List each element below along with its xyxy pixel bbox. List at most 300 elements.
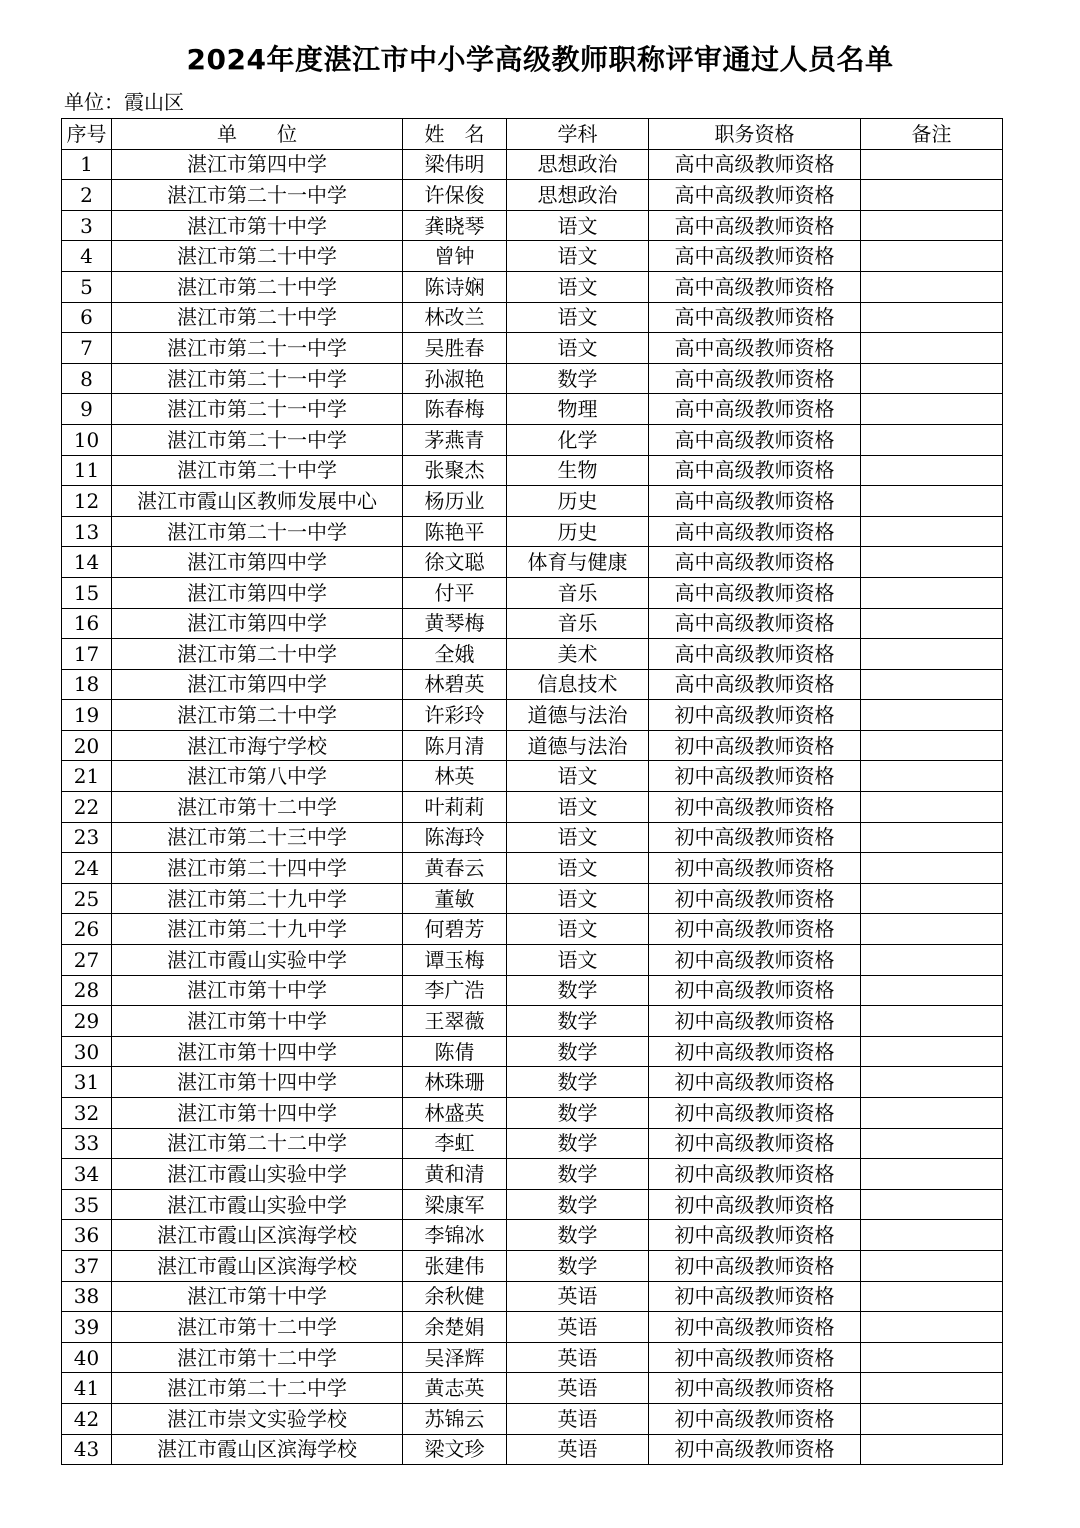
cell-serial: 8 — [62, 363, 112, 394]
cell-serial: 22 — [62, 792, 112, 823]
cell-name: 许保俊 — [403, 180, 507, 211]
cell-subject: 语文 — [507, 210, 649, 241]
cell-subject: 历史 — [507, 486, 649, 517]
cell-subject: 音乐 — [507, 608, 649, 639]
table-row — [62, 1128, 1003, 1159]
table-row — [62, 1403, 1003, 1434]
header-remarks: 备注 — [861, 119, 1003, 150]
cell-unit: 湛江市第二十一中学 — [112, 516, 403, 547]
cell-qualification: 高中高级教师资格 — [649, 241, 861, 272]
cell-remarks — [861, 1159, 1003, 1190]
cell-qualification: 初中高级教师资格 — [649, 1098, 861, 1129]
cell-unit: 湛江市第二十二中学 — [112, 1128, 403, 1159]
table-row — [62, 639, 1003, 670]
cell-unit: 湛江市第二十中学 — [112, 271, 403, 302]
cell-name: 张聚杰 — [403, 455, 507, 486]
cell-serial: 36 — [62, 1220, 112, 1251]
cell-qualification: 初中高级教师资格 — [649, 700, 861, 731]
table-row — [62, 914, 1003, 945]
table-row — [62, 945, 1003, 976]
cell-name: 吴泽辉 — [403, 1342, 507, 1373]
cell-serial: 11 — [62, 455, 112, 486]
cell-serial: 28 — [62, 975, 112, 1006]
cell-name: 叶莉莉 — [403, 792, 507, 823]
cell-name: 林英 — [403, 761, 507, 792]
table-row — [62, 1006, 1003, 1037]
table-row — [62, 241, 1003, 272]
cell-serial: 18 — [62, 669, 112, 700]
cell-unit: 湛江市第四中学 — [112, 608, 403, 639]
cell-qualification: 初中高级教师资格 — [649, 945, 861, 976]
cell-serial: 29 — [62, 1006, 112, 1037]
cell-unit: 湛江市第十二中学 — [112, 1312, 403, 1343]
cell-subject: 语文 — [507, 241, 649, 272]
cell-remarks — [861, 853, 1003, 884]
cell-name: 林珠珊 — [403, 1067, 507, 1098]
cell-serial: 35 — [62, 1189, 112, 1220]
cell-subject: 思想政治 — [507, 149, 649, 180]
cell-subject: 历史 — [507, 516, 649, 547]
cell-name: 黄志英 — [403, 1373, 507, 1404]
cell-remarks — [861, 363, 1003, 394]
cell-subject: 数学 — [507, 1128, 649, 1159]
cell-qualification: 高中高级教师资格 — [649, 608, 861, 639]
cell-unit: 湛江市第二十三中学 — [112, 822, 403, 853]
cell-name: 李虹 — [403, 1128, 507, 1159]
cell-unit: 湛江市霞山区滨海学校 — [112, 1250, 403, 1281]
roster-table — [61, 118, 1003, 1465]
cell-unit: 湛江市第二十九中学 — [112, 914, 403, 945]
cell-serial: 26 — [62, 914, 112, 945]
cell-subject: 数学 — [507, 1250, 649, 1281]
table-row — [62, 1189, 1003, 1220]
cell-unit: 湛江市第二十一中学 — [112, 333, 403, 364]
cell-name: 余秋健 — [403, 1281, 507, 1312]
cell-subject: 语文 — [507, 333, 649, 364]
cell-serial: 33 — [62, 1128, 112, 1159]
cell-subject: 语文 — [507, 761, 649, 792]
cell-serial: 5 — [62, 271, 112, 302]
table-row — [62, 210, 1003, 241]
header-name: 姓 名 — [403, 119, 507, 150]
cell-remarks — [861, 486, 1003, 517]
cell-unit: 湛江市霞山区滨海学校 — [112, 1220, 403, 1251]
cell-name: 黄春云 — [403, 853, 507, 884]
cell-unit: 湛江市第四中学 — [112, 577, 403, 608]
cell-qualification: 初中高级教师资格 — [649, 822, 861, 853]
table-row — [62, 302, 1003, 333]
table-row — [62, 516, 1003, 547]
cell-name: 王翠薇 — [403, 1006, 507, 1037]
cell-unit: 湛江市第四中学 — [112, 547, 403, 578]
table-row — [62, 149, 1003, 180]
cell-name: 许彩玲 — [403, 700, 507, 731]
cell-subject: 英语 — [507, 1281, 649, 1312]
cell-subject: 语文 — [507, 271, 649, 302]
cell-serial: 12 — [62, 486, 112, 517]
cell-unit: 湛江市第十二中学 — [112, 1342, 403, 1373]
cell-qualification: 初中高级教师资格 — [649, 1403, 861, 1434]
document-title: 2024年度湛江市中小学高级教师职称评审通过人员名单 — [186, 43, 894, 76]
cell-name: 谭玉梅 — [403, 945, 507, 976]
cell-qualification: 初中高级教师资格 — [649, 853, 861, 884]
cell-serial: 9 — [62, 394, 112, 425]
cell-unit: 湛江市第二十中学 — [112, 700, 403, 731]
cell-subject: 数学 — [507, 1036, 649, 1067]
cell-unit: 湛江市第十中学 — [112, 1006, 403, 1037]
header-serial: 序号 — [62, 119, 112, 150]
cell-unit: 湛江市第二十一中学 — [112, 180, 403, 211]
cell-qualification: 高中高级教师资格 — [649, 516, 861, 547]
cell-remarks — [861, 455, 1003, 486]
cell-serial: 4 — [62, 241, 112, 272]
cell-subject: 体育与健康 — [507, 547, 649, 578]
cell-qualification: 初中高级教师资格 — [649, 1128, 861, 1159]
cell-serial: 17 — [62, 639, 112, 670]
cell-subject: 数学 — [507, 1189, 649, 1220]
cell-subject: 思想政治 — [507, 180, 649, 211]
cell-remarks — [861, 639, 1003, 670]
cell-qualification: 初中高级教师资格 — [649, 730, 861, 761]
cell-subject: 语文 — [507, 822, 649, 853]
cell-subject: 语文 — [507, 302, 649, 333]
cell-serial: 2 — [62, 180, 112, 211]
cell-remarks — [861, 700, 1003, 731]
cell-qualification: 初中高级教师资格 — [649, 1189, 861, 1220]
cell-name: 黄琴梅 — [403, 608, 507, 639]
table-row — [62, 363, 1003, 394]
cell-name: 陈春梅 — [403, 394, 507, 425]
cell-unit: 湛江市第十中学 — [112, 210, 403, 241]
cell-serial: 30 — [62, 1036, 112, 1067]
cell-name: 陈艳平 — [403, 516, 507, 547]
cell-unit: 湛江市霞山实验中学 — [112, 945, 403, 976]
table-row — [62, 822, 1003, 853]
cell-qualification: 初中高级教师资格 — [649, 792, 861, 823]
cell-name: 董敏 — [403, 883, 507, 914]
table-row — [62, 1250, 1003, 1281]
cell-qualification: 高中高级教师资格 — [649, 271, 861, 302]
cell-name: 余楚娟 — [403, 1312, 507, 1343]
cell-remarks — [861, 180, 1003, 211]
cell-remarks — [861, 761, 1003, 792]
table-row — [62, 761, 1003, 792]
table-body — [62, 149, 1003, 1465]
table-row — [62, 180, 1003, 211]
cell-qualification: 初中高级教师资格 — [649, 1006, 861, 1037]
cell-name: 李锦冰 — [403, 1220, 507, 1251]
cell-subject: 数学 — [507, 975, 649, 1006]
cell-qualification: 初中高级教师资格 — [649, 1159, 861, 1190]
cell-qualification: 高中高级教师资格 — [649, 486, 861, 517]
cell-qualification: 初中高级教师资格 — [649, 1312, 861, 1343]
cell-subject: 美术 — [507, 639, 649, 670]
table-row — [62, 883, 1003, 914]
cell-subject: 语文 — [507, 945, 649, 976]
cell-unit: 湛江市第二十一中学 — [112, 363, 403, 394]
cell-remarks — [861, 241, 1003, 272]
cell-unit: 湛江市第十二中学 — [112, 792, 403, 823]
cell-name: 张建伟 — [403, 1250, 507, 1281]
table-row — [62, 1281, 1003, 1312]
cell-serial: 21 — [62, 761, 112, 792]
cell-subject: 英语 — [507, 1342, 649, 1373]
cell-unit: 湛江市第十中学 — [112, 975, 403, 1006]
cell-serial: 27 — [62, 945, 112, 976]
cell-name: 李广浩 — [403, 975, 507, 1006]
cell-subject: 数学 — [507, 1220, 649, 1251]
cell-unit: 湛江市第二十一中学 — [112, 394, 403, 425]
table-row — [62, 975, 1003, 1006]
cell-unit: 湛江市第十中学 — [112, 1281, 403, 1312]
cell-qualification: 高中高级教师资格 — [649, 210, 861, 241]
table-row — [62, 1220, 1003, 1251]
cell-unit: 湛江市第二十中学 — [112, 455, 403, 486]
cell-remarks — [861, 547, 1003, 578]
cell-unit: 湛江市霞山区教师发展中心 — [112, 486, 403, 517]
table-row — [62, 394, 1003, 425]
cell-name: 龚晓琴 — [403, 210, 507, 241]
cell-name: 陈诗娴 — [403, 271, 507, 302]
cell-subject: 生物 — [507, 455, 649, 486]
table-row — [62, 1036, 1003, 1067]
cell-serial: 20 — [62, 730, 112, 761]
cell-remarks — [861, 333, 1003, 364]
cell-serial: 40 — [62, 1342, 112, 1373]
cell-remarks — [861, 883, 1003, 914]
cell-name: 林盛英 — [403, 1098, 507, 1129]
cell-name: 吴胜春 — [403, 333, 507, 364]
cell-serial: 6 — [62, 302, 112, 333]
cell-unit: 湛江市第八中学 — [112, 761, 403, 792]
cell-remarks — [861, 730, 1003, 761]
cell-remarks — [861, 822, 1003, 853]
cell-qualification: 高中高级教师资格 — [649, 547, 861, 578]
cell-name: 何碧芳 — [403, 914, 507, 945]
cell-subject: 数学 — [507, 1098, 649, 1129]
cell-subject: 语文 — [507, 914, 649, 945]
cell-serial: 24 — [62, 853, 112, 884]
cell-remarks — [861, 1006, 1003, 1037]
cell-remarks — [861, 1250, 1003, 1281]
cell-qualification: 初中高级教师资格 — [649, 1373, 861, 1404]
cell-name: 付平 — [403, 577, 507, 608]
cell-unit: 湛江市霞山实验中学 — [112, 1159, 403, 1190]
cell-qualification: 高中高级教师资格 — [649, 333, 861, 364]
cell-subject: 英语 — [507, 1312, 649, 1343]
cell-serial: 15 — [62, 577, 112, 608]
table-row — [62, 1373, 1003, 1404]
cell-qualification: 初中高级教师资格 — [649, 1281, 861, 1312]
cell-subject: 数学 — [507, 1067, 649, 1098]
cell-subject: 信息技术 — [507, 669, 649, 700]
cell-qualification: 初中高级教师资格 — [649, 975, 861, 1006]
cell-subject: 英语 — [507, 1373, 649, 1404]
table-row — [62, 730, 1003, 761]
cell-name: 梁文珍 — [403, 1434, 507, 1465]
cell-serial: 43 — [62, 1434, 112, 1465]
table-row — [62, 1434, 1003, 1465]
cell-name: 梁康军 — [403, 1189, 507, 1220]
cell-qualification: 高中高级教师资格 — [649, 577, 861, 608]
cell-serial: 37 — [62, 1250, 112, 1281]
table-header-row — [62, 119, 1003, 150]
cell-subject: 数学 — [507, 1159, 649, 1190]
cell-remarks — [861, 1312, 1003, 1343]
cell-unit: 湛江市崇文实验学校 — [112, 1403, 403, 1434]
table-row — [62, 424, 1003, 455]
cell-name: 陈倩 — [403, 1036, 507, 1067]
cell-unit: 湛江市第十四中学 — [112, 1098, 403, 1129]
cell-name: 全娥 — [403, 639, 507, 670]
cell-unit: 湛江市第二十二中学 — [112, 1373, 403, 1404]
cell-remarks — [861, 577, 1003, 608]
cell-serial: 42 — [62, 1403, 112, 1434]
cell-name: 曾钟 — [403, 241, 507, 272]
table-row — [62, 792, 1003, 823]
cell-serial: 19 — [62, 700, 112, 731]
cell-remarks — [861, 394, 1003, 425]
cell-remarks — [861, 1373, 1003, 1404]
cell-serial: 23 — [62, 822, 112, 853]
cell-remarks — [861, 424, 1003, 455]
cell-remarks — [861, 210, 1003, 241]
cell-qualification: 高中高级教师资格 — [649, 149, 861, 180]
cell-unit: 湛江市第二十九中学 — [112, 883, 403, 914]
cell-remarks — [861, 1220, 1003, 1251]
cell-serial: 10 — [62, 424, 112, 455]
cell-subject: 语文 — [507, 853, 649, 884]
cell-remarks — [861, 1281, 1003, 1312]
cell-qualification: 初中高级教师资格 — [649, 883, 861, 914]
cell-qualification: 初中高级教师资格 — [649, 761, 861, 792]
cell-serial: 16 — [62, 608, 112, 639]
cell-qualification: 高中高级教师资格 — [649, 639, 861, 670]
cell-unit: 湛江市第二十中学 — [112, 639, 403, 670]
cell-qualification: 高中高级教师资格 — [649, 302, 861, 333]
cell-remarks — [861, 1036, 1003, 1067]
cell-serial: 14 — [62, 547, 112, 578]
cell-name: 孙淑艳 — [403, 363, 507, 394]
table-row — [62, 577, 1003, 608]
table-row — [62, 608, 1003, 639]
cell-remarks — [861, 1434, 1003, 1465]
table-row — [62, 853, 1003, 884]
cell-unit: 湛江市第二十中学 — [112, 241, 403, 272]
cell-unit: 湛江市第二十中学 — [112, 302, 403, 333]
table-row — [62, 669, 1003, 700]
cell-subject: 物理 — [507, 394, 649, 425]
cell-serial: 7 — [62, 333, 112, 364]
cell-remarks — [861, 1098, 1003, 1129]
cell-qualification: 初中高级教师资格 — [649, 1250, 861, 1281]
cell-serial: 39 — [62, 1312, 112, 1343]
cell-serial: 38 — [62, 1281, 112, 1312]
cell-qualification: 高中高级教师资格 — [649, 669, 861, 700]
table-row — [62, 1098, 1003, 1129]
cell-subject: 英语 — [507, 1403, 649, 1434]
cell-subject: 语文 — [507, 883, 649, 914]
header-unit: 单 位 — [112, 119, 403, 150]
table-row — [62, 547, 1003, 578]
cell-name: 林改兰 — [403, 302, 507, 333]
cell-qualification: 初中高级教师资格 — [649, 1434, 861, 1465]
cell-qualification: 初中高级教师资格 — [649, 1067, 861, 1098]
cell-remarks — [861, 516, 1003, 547]
cell-name: 梁伟明 — [403, 149, 507, 180]
table-row — [62, 333, 1003, 364]
cell-remarks — [861, 914, 1003, 945]
table-row — [62, 1159, 1003, 1190]
cell-qualification: 初中高级教师资格 — [649, 914, 861, 945]
cell-serial: 3 — [62, 210, 112, 241]
table-row — [62, 455, 1003, 486]
cell-subject: 数学 — [507, 363, 649, 394]
cell-qualification: 高中高级教师资格 — [649, 424, 861, 455]
table-row — [62, 271, 1003, 302]
cell-qualification: 高中高级教师资格 — [649, 455, 861, 486]
cell-remarks — [861, 608, 1003, 639]
cell-remarks — [861, 302, 1003, 333]
table-row — [62, 486, 1003, 517]
cell-name: 杨历业 — [403, 486, 507, 517]
cell-remarks — [861, 975, 1003, 1006]
cell-name: 陈月清 — [403, 730, 507, 761]
table-row — [62, 1342, 1003, 1373]
cell-unit: 湛江市霞山区滨海学校 — [112, 1434, 403, 1465]
cell-subject: 道德与法治 — [507, 730, 649, 761]
cell-subject: 数学 — [507, 1006, 649, 1037]
cell-remarks — [861, 1128, 1003, 1159]
cell-qualification: 高中高级教师资格 — [649, 363, 861, 394]
cell-qualification: 高中高级教师资格 — [649, 394, 861, 425]
cell-serial: 34 — [62, 1159, 112, 1190]
cell-remarks — [861, 1067, 1003, 1098]
table-row — [62, 700, 1003, 731]
header-qualification: 职务资格 — [649, 119, 861, 150]
cell-subject: 语文 — [507, 792, 649, 823]
cell-serial: 13 — [62, 516, 112, 547]
cell-name: 茅燕青 — [403, 424, 507, 455]
cell-unit: 湛江市第十四中学 — [112, 1036, 403, 1067]
cell-remarks — [861, 149, 1003, 180]
cell-unit: 湛江市海宁学校 — [112, 730, 403, 761]
cell-name: 徐文聪 — [403, 547, 507, 578]
cell-unit: 湛江市第二十一中学 — [112, 424, 403, 455]
cell-name: 黄和清 — [403, 1159, 507, 1190]
cell-remarks — [861, 271, 1003, 302]
cell-subject: 化学 — [507, 424, 649, 455]
cell-unit: 湛江市第四中学 — [112, 149, 403, 180]
cell-remarks — [861, 792, 1003, 823]
cell-serial: 41 — [62, 1373, 112, 1404]
cell-serial: 31 — [62, 1067, 112, 1098]
cell-qualification: 高中高级教师资格 — [649, 180, 861, 211]
cell-unit: 湛江市第二十四中学 — [112, 853, 403, 884]
cell-remarks — [861, 1403, 1003, 1434]
cell-qualification: 初中高级教师资格 — [649, 1342, 861, 1373]
cell-subject: 英语 — [507, 1434, 649, 1465]
cell-serial: 1 — [62, 149, 112, 180]
cell-remarks — [861, 945, 1003, 976]
header-subject: 学科 — [507, 119, 649, 150]
cell-unit: 湛江市第十四中学 — [112, 1067, 403, 1098]
cell-unit: 湛江市霞山实验中学 — [112, 1189, 403, 1220]
cell-unit: 湛江市第四中学 — [112, 669, 403, 700]
cell-name: 陈海玲 — [403, 822, 507, 853]
cell-subject: 道德与法治 — [507, 700, 649, 731]
cell-name: 苏锦云 — [403, 1403, 507, 1434]
